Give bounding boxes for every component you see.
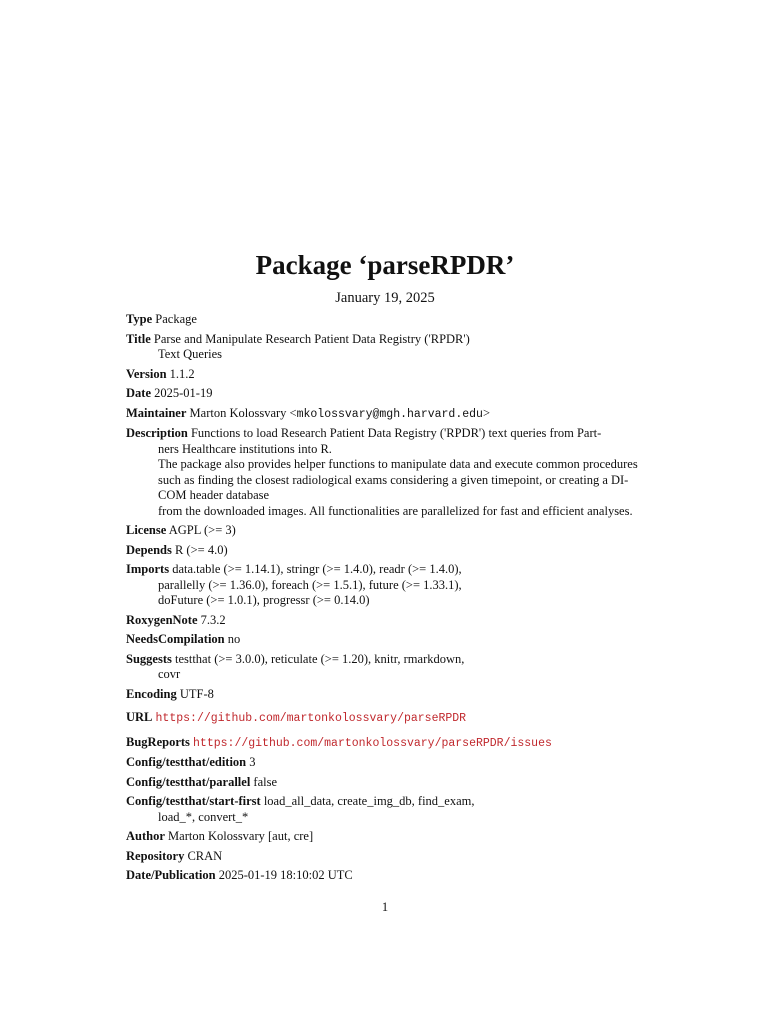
field-continuation: load_*, convert_* bbox=[158, 809, 249, 824]
field-label: BugReports bbox=[126, 734, 190, 749]
field-config-testthat-parallel bbox=[126, 775, 646, 791]
field-continuation: ners Healthcare institutions into R. bbox=[158, 441, 332, 456]
field-link[interactable]: https://github.com/martonkolossvary/parseRPDR/issues bbox=[193, 736, 552, 750]
field-value: false bbox=[253, 774, 278, 789]
field-value: AGPL (>= 3) bbox=[168, 523, 236, 537]
field-label: Encoding bbox=[126, 686, 177, 701]
field-label: Config/testthat/parallel bbox=[126, 774, 251, 789]
field-label: NeedsCompilation bbox=[126, 632, 225, 646]
field-url bbox=[126, 710, 646, 727]
field-needscompilation bbox=[126, 632, 646, 648]
field-config-testthat-edition bbox=[126, 755, 646, 771]
field-repository bbox=[126, 849, 646, 865]
field-value: CRAN bbox=[187, 848, 223, 863]
field-label: Type bbox=[126, 312, 153, 326]
field-value: Marton Kolossvary [aut, cre] bbox=[168, 829, 314, 843]
field-label: RoxygenNote bbox=[126, 612, 198, 627]
field-continuation: parallelly (>= 1.36.0), foreach (>= 1.5.1), future (>= 1.33.1), bbox=[158, 577, 462, 592]
field-date-publication bbox=[126, 868, 646, 884]
field-suggests bbox=[126, 652, 646, 668]
field-label: URL bbox=[126, 710, 153, 724]
field-value: 1.1.2 bbox=[169, 366, 195, 381]
field-bugreports bbox=[126, 735, 646, 752]
field-value: testthat (>= 3.0.0), reticulate (>= 1.20), knitr, rmarkdown, bbox=[174, 651, 465, 666]
field-label: Suggests bbox=[126, 651, 172, 666]
field-label: Config/testthat/start-first bbox=[126, 794, 261, 808]
field-value: 3 bbox=[249, 755, 256, 769]
description-fields bbox=[126, 312, 646, 884]
field-link[interactable]: https://github.com/martonkolossvary/parseRPDR bbox=[155, 712, 467, 725]
field-maintainer: Maintainer Marton Kolossvary <mkolossvary@mgh.harvard.edu> bbox=[126, 405, 490, 421]
package-date: January 19, 2025 bbox=[335, 290, 435, 306]
field-encoding bbox=[126, 687, 646, 703]
field-label: Author bbox=[126, 829, 165, 843]
field-value: 2025-01-19 bbox=[154, 386, 213, 400]
field-continuation: doFuture (>= 1.0.1), progressr (>= 0.14.0) bbox=[158, 593, 370, 607]
field-version bbox=[126, 367, 646, 383]
field-value: Functions to load Research Patient Data Registry ('RPDR') text queries from Part- bbox=[190, 426, 602, 440]
page-number: 1 bbox=[381, 900, 389, 914]
field-value: load_all_data, create_img_db, find_exam, bbox=[263, 794, 475, 808]
field-label: Date/Publication bbox=[126, 868, 216, 882]
field-continuation: Text Queries bbox=[158, 347, 223, 361]
field-label: Maintainer bbox=[126, 405, 187, 420]
field-description bbox=[126, 426, 646, 442]
field-label: License bbox=[126, 523, 167, 537]
field-depends bbox=[126, 543, 646, 559]
field-continuation: covr bbox=[158, 667, 181, 681]
field-label: Title bbox=[126, 331, 151, 346]
field-value: data.table (>= 1.14.1), stringr (>= 1.4.0), readr (>= 1.4.0), bbox=[172, 562, 462, 576]
package-title: Package ‘parseRPDR’ bbox=[255, 250, 515, 280]
field-continuation: COM header database bbox=[158, 488, 270, 502]
field-value: 7.3.2 bbox=[200, 612, 226, 627]
field-label: Repository bbox=[126, 848, 185, 863]
field-type bbox=[126, 312, 646, 328]
field-label: Imports bbox=[126, 562, 170, 576]
field-value: no bbox=[227, 632, 241, 646]
field-continuation: from the downloaded images. All functionalities are parallelized for fast and efficient analyses. bbox=[158, 503, 633, 518]
field-value: UTF-8 bbox=[179, 686, 214, 701]
field-author bbox=[126, 829, 646, 845]
field-value: Marton Kolossvary < bbox=[189, 405, 297, 420]
field-imports bbox=[126, 562, 646, 578]
field-label: Date bbox=[126, 386, 151, 400]
field-value: 2025-01-19 18:10:02 UTC bbox=[218, 868, 353, 882]
field-date bbox=[126, 386, 646, 402]
field-license bbox=[126, 523, 646, 539]
field-continuation: such as finding the closest radiological exams considering a given timepoint, or creating a DI- bbox=[158, 472, 629, 487]
field-label: Version bbox=[126, 366, 167, 381]
field-roxygennote bbox=[126, 613, 646, 629]
field-title bbox=[126, 332, 646, 348]
field-continuation: The package also provides helper functions to manipulate data and execute common procedures bbox=[158, 457, 638, 471]
field-value: R (>= 4.0) bbox=[174, 542, 228, 557]
field-label: Description bbox=[126, 426, 188, 440]
field-config-testthat-start-first bbox=[126, 794, 646, 810]
field-label: Depends bbox=[126, 542, 172, 557]
field-value: Parse and Manipulate Research Patient Data Registry ('RPDR') bbox=[153, 331, 470, 346]
field-email: mkolossvary@mgh.harvard.edu bbox=[296, 407, 483, 421]
field-value: Package bbox=[155, 312, 197, 326]
field-label: Config/testthat/edition bbox=[126, 755, 247, 769]
